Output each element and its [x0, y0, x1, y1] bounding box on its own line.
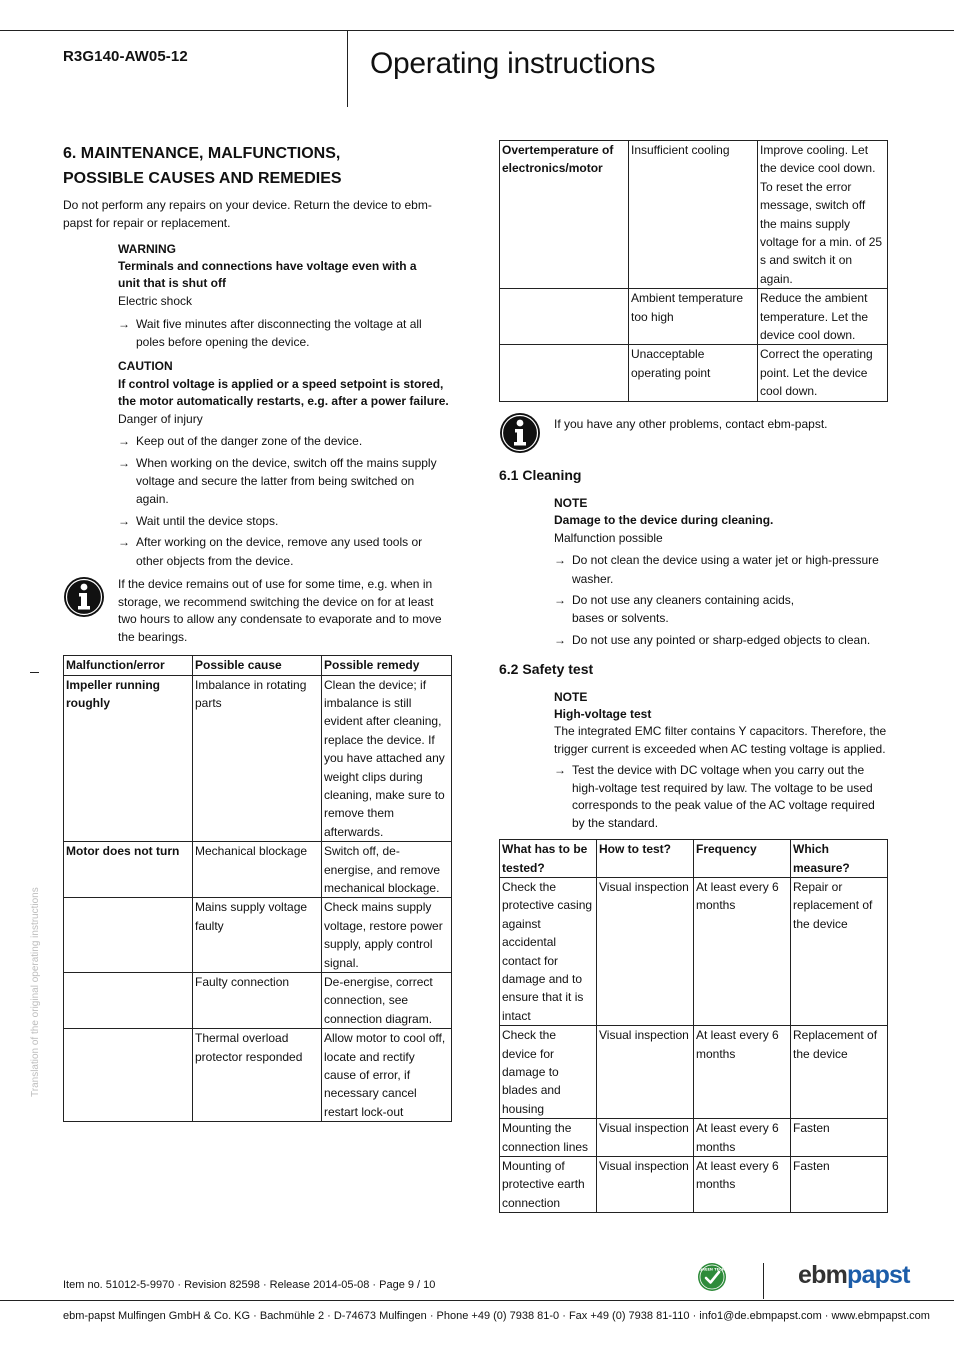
table-header-cell: What has to be tested?: [500, 840, 597, 878]
cleaning-consequence: Malfunction possible: [554, 530, 663, 545]
table-row: [500, 877, 888, 1025]
table-header-cell: How to test?: [597, 840, 694, 878]
table-row: [500, 1026, 888, 1119]
caution-step: [118, 432, 453, 450]
remedy-cell: Check mains supply voltage, restore power supply, apply control signal.: [322, 898, 452, 973]
table-header-row: [500, 840, 888, 878]
cleaning-heading: 6.1 Cleaning: [499, 466, 582, 483]
table-header-cell: Frequency: [694, 840, 791, 878]
remedy-cell: Improve cooling. Let the device cool down. To reset the error message, switch off the mains supply voltage for a min. of 25 s and switch it on again.: [758, 141, 888, 289]
cause-cell: Ambient temperature too high: [629, 289, 758, 345]
remedy-cell: Correct the operating point. Let the device cool down.: [758, 345, 888, 401]
section-6-heading: 6. MAINTENANCE, MALFUNCTIONS, POSSIBLE CAUSES AND REMEDIES: [63, 145, 342, 187]
table-row: [500, 1119, 888, 1157]
logo-part-ebm: ebm: [798, 1261, 848, 1289]
table-header-cell: Possible remedy: [322, 656, 452, 675]
info-icon: [63, 576, 105, 618]
table-cell: Visual inspection: [597, 1026, 694, 1119]
cleaning-step: [554, 551, 889, 588]
table-cell: Repair or replacement of the device: [791, 877, 888, 1025]
table-row: [64, 842, 452, 898]
table-row: [500, 345, 888, 401]
table-cell: Visual inspection: [597, 1157, 694, 1213]
table-cell: At least every 6 months: [694, 1026, 791, 1119]
malfunction-cell: [500, 289, 629, 345]
table-row: [500, 1157, 888, 1213]
table-row: [500, 141, 888, 289]
contact-info-note: [499, 412, 889, 464]
table-cell: At least every 6 months: [694, 1119, 791, 1157]
table-cell: Fasten: [791, 1157, 888, 1213]
caution-title: If control voltage is applied or a speed setpoint is stored, the motor automatically restarts, e.g. after a power failure.: [118, 376, 449, 408]
header-divider: [347, 30, 348, 107]
cause-cell: Faulty connection: [193, 973, 322, 1029]
document-title: Operating instructions: [370, 47, 656, 80]
safety-step-text: Test the device with DC voltage when you carry out the high-voltage test required by law. The voltage to be used corresponds to the peak value of the AC voltage required by the standard.: [572, 763, 875, 830]
malfunction-cell: Impeller running roughly: [64, 675, 193, 842]
safety-step: [554, 762, 889, 832]
remedy-cell: Switch off, de-energise, and remove mechanical blockage.: [322, 842, 452, 898]
arrow-icon: →: [554, 553, 566, 568]
cleaning-note-title: Damage to the device during cleaning.: [554, 512, 774, 527]
remedy-cell: Reduce the ambient temperature. Let the device cool down.: [758, 289, 888, 345]
cleaning-step-text: Do not use any pointed or sharp-edged objects to clean.: [572, 632, 871, 647]
safety-note-title: High-voltage test: [554, 707, 652, 722]
safety-description: The integrated EMC filter contains Y capacitors. Therefore, the trigger current is exceeded when AC testing voltage is applied.: [554, 724, 887, 756]
malfunction-cell: [64, 1029, 193, 1122]
arrow-icon: →: [118, 434, 130, 449]
malfunction-table: [63, 655, 452, 1122]
warning-step: [118, 315, 453, 352]
malfunction-cell: [500, 345, 629, 401]
overtemperature-table: [499, 140, 888, 402]
table-header-cell: Which measure?: [791, 840, 888, 878]
remedy-cell: Clean the device; if imbalance is still evident after cleaning, replace the device. If you have attached any weight clips during cleaning, make sure to remove them afterwards.: [322, 675, 452, 842]
safety-note-block: [554, 689, 889, 832]
cause-cell: Thermal overload protector responded: [193, 1029, 322, 1122]
caution-consequence: Danger of injury: [118, 411, 203, 426]
caution-step-text: Wait until the device stops.: [136, 513, 279, 528]
cause-cell: Insufficient cooling: [629, 141, 758, 289]
arrow-icon: →: [118, 513, 130, 528]
storage-info-text: If the device remains out of use for some time, e.g. when in storage, we recommend switching the device on for at least two hours to allow any condensate to evaporate and to move the bearings.: [118, 577, 442, 644]
table-cell: Mounting the connection lines: [500, 1119, 597, 1157]
remedy-cell: De-energise, correct connection, see connection diagram.: [322, 973, 452, 1029]
arrow-icon: →: [554, 592, 566, 607]
footer-item-line: Item no. 51012-5-9970 · Revision 82598 · Release 2014-05-08 · Page 9 / 10: [63, 1279, 436, 1291]
malfunction-cell: Motor does not turn: [64, 842, 193, 898]
side-note: Translation of the original operating instructions: [30, 887, 41, 1097]
cause-cell: Mains supply voltage faulty: [193, 898, 322, 973]
badge-text: GREEN TECH: [699, 1267, 725, 1272]
table-cell: Visual inspection: [597, 1119, 694, 1157]
caution-step: [118, 512, 453, 530]
cause-cell: Mechanical blockage: [193, 842, 322, 898]
right-column: [499, 140, 889, 1213]
product-code: R3G140-AW05-12: [63, 48, 188, 65]
safety-test-table: [499, 839, 888, 1213]
contact-info-text: If you have any other problems, contact ebm-papst.: [554, 416, 828, 431]
logo-part-papst: papst: [847, 1261, 910, 1289]
warning-consequence: Electric shock: [118, 294, 193, 309]
info-icon: [499, 412, 541, 454]
cleaning-step: [554, 631, 889, 649]
footer-divider: [763, 1263, 764, 1299]
remedy-cell: Allow motor to cool off, locate and rectify cause of error, if necessary cancel restart lock-out: [322, 1029, 452, 1122]
section-6-intro: Do not perform any repairs on your device. Return the device to ebm-papst for repair or replacement.: [63, 198, 432, 231]
table-header-cell: Malfunction/error: [64, 656, 193, 675]
warning-title: Terminals and connections have voltage even with a unit that is shut off: [118, 259, 417, 291]
caution-step-text: After working on the device, remove any used tools or other objects from the device.: [136, 535, 423, 568]
caution-block: [118, 357, 453, 570]
warning-step-text: Wait five minutes after disconnecting the voltage at all poles before opening the device.: [136, 316, 422, 350]
safety-test-heading: 6.2 Safety test: [499, 661, 594, 678]
malfunction-cell: [64, 973, 193, 1029]
table-cell: Mounting of protective earth connection: [500, 1157, 597, 1213]
arrow-icon: →: [118, 535, 130, 550]
table-cell: At least every 6 months: [694, 1157, 791, 1213]
malfunction-cell: Overtemperature of electronics/motor: [500, 141, 629, 289]
cleaning-step-text: Do not use any cleaners containing acids, bases or solvents.: [572, 592, 795, 626]
arrow-icon: →: [554, 763, 566, 778]
safety-note-label: NOTE: [554, 690, 588, 705]
table-row: [64, 898, 452, 973]
caution-step-text: When working on the device, switch off the mains supply voltage and secure the latter from being switched on again.: [136, 455, 437, 507]
arrow-icon: →: [118, 316, 130, 331]
header-top-rule: [0, 30, 954, 31]
table-cell: At least every 6 months: [694, 877, 791, 1025]
cause-cell: Imbalance in rotating parts: [193, 675, 322, 842]
table-row: [64, 973, 452, 1029]
caution-step-text: Keep out of the danger zone of the device.: [136, 434, 363, 449]
caution-label: CAUTION: [118, 359, 173, 374]
footer-address: ebm-papst Mulfingen GmbH & Co. KG · Bachmühle 2 · D-74673 Mulfingen · Phone +49 (0) 7938 81-0 · Fax +49 (0) 7938 81-110 · info1@de.ebmpapst.com · www.ebmpapst.com: [63, 1310, 930, 1322]
cleaning-note-label: NOTE: [554, 495, 588, 510]
left-column: [63, 140, 453, 1122]
arrow-icon: →: [118, 455, 130, 470]
cleaning-step-text: Do not clean the device using a water jet or high-pressure washer.: [572, 553, 879, 586]
table-cell: Fasten: [791, 1119, 888, 1157]
table-header-cell: Possible cause: [193, 656, 322, 675]
green-tech-badge-icon: [697, 1262, 727, 1292]
table-cell: Check the device for damage to blades and housing: [500, 1026, 597, 1119]
table-row: [64, 1029, 452, 1122]
storage-info-note: [63, 576, 453, 646]
table-cell: Check the protective casing against accidental contact for damage and to ensure that it is intact: [500, 877, 597, 1025]
margin-mark: [30, 672, 39, 673]
table-header-row: [64, 656, 452, 675]
company-logo: [798, 1258, 910, 1292]
caution-step: [118, 533, 428, 570]
cleaning-note-block: [554, 495, 889, 649]
cleaning-step: [554, 591, 804, 628]
table-cell: Replacement of the device: [791, 1026, 888, 1119]
warning-label: WARNING: [118, 241, 176, 256]
arrow-icon: →: [554, 632, 566, 647]
table-row: [64, 675, 452, 842]
caution-step: [118, 454, 438, 509]
footer-rule: [0, 1300, 954, 1301]
malfunction-cell: [64, 898, 193, 973]
warning-block: [118, 240, 453, 352]
cause-cell: Unacceptable operating point: [629, 345, 758, 401]
table-row: [500, 289, 888, 345]
table-cell: Visual inspection: [597, 877, 694, 1025]
